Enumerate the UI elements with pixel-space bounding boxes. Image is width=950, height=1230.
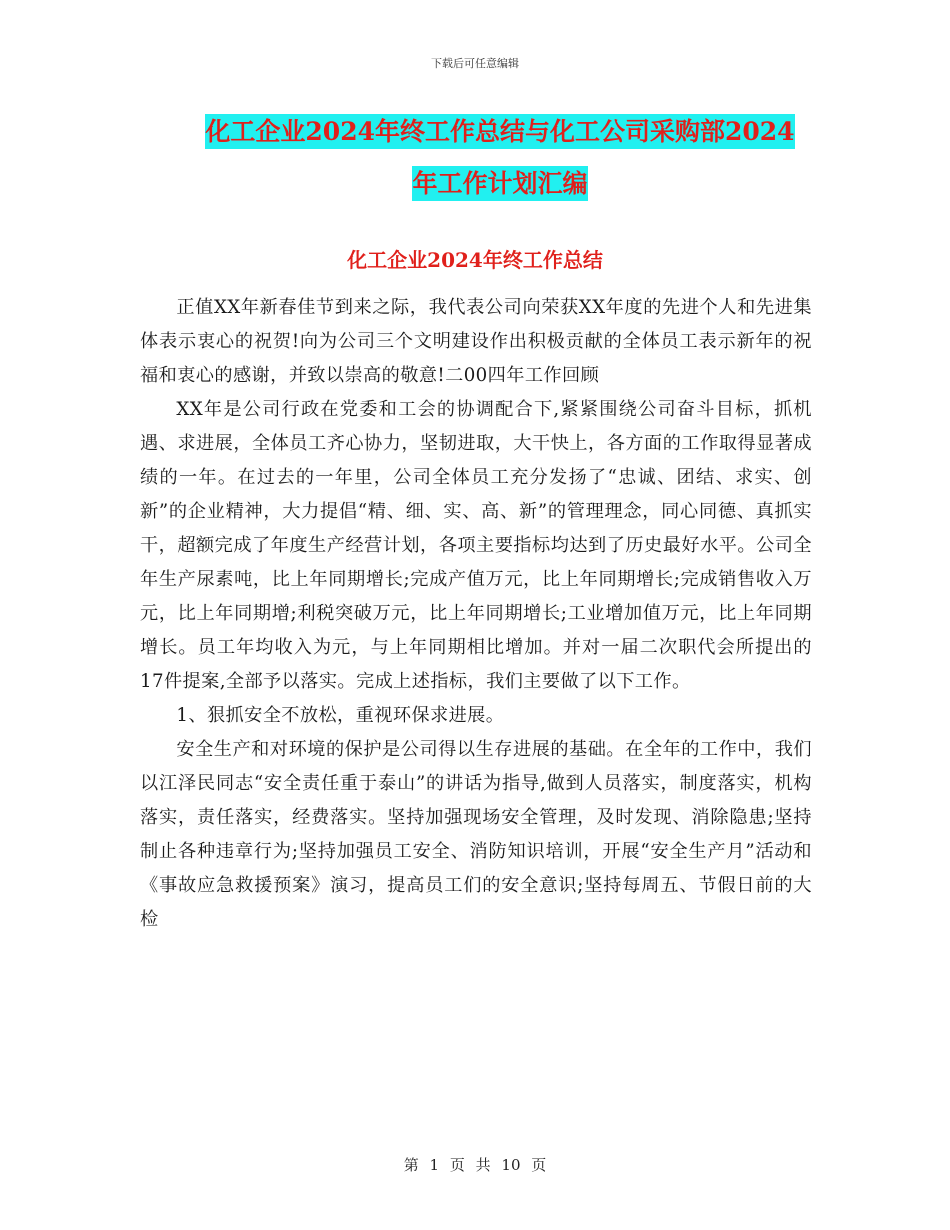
footer-label-ye-2: 页 xyxy=(531,1156,547,1174)
paragraph-4: 安全生产和对环境的保护是公司得以生存进展的基础。在全年的工作中，我们以江泽民同志“安全责任重于泰山”的讲话为指导,做到人员落实，制度落实，机构落实，责任落实，经费落实。坚持加强现场安全管理，及时发现、消除隐患;坚持制止各种违章行为;坚持加强员工安全、消防知识培训，开展“安全生产月”活动和《事故应急救援预案》演习，提高员工们的安全意识;坚持每周五、节假日前的大检 xyxy=(140,739,812,930)
footer-current-page: 1 xyxy=(429,1156,440,1174)
footer-label-page: 第 xyxy=(403,1156,419,1174)
paragraph-3: 1、狠抓安全不放松，重视环保求进展。 xyxy=(176,705,505,726)
header-note: 下载后可任意编辑 xyxy=(431,57,519,70)
document-title xyxy=(150,106,850,210)
document-title-line-1: 化工企业2024年终工作总结与化工公司采购部2024 xyxy=(205,114,794,149)
footer-total-pages: 10 xyxy=(501,1156,521,1174)
footer-label-total: 共 xyxy=(475,1156,491,1174)
paragraph-1: 正值XX年新春佳节到来之际，我代表公司向荣获XX年度的先进个人和先进集体表示衷心的祝贺!向为公司三个文明建设作出积极贡献的全体员工表示新年的祝福和衷心的感谢，并致以崇高的敬意!二00四年工作回顾 xyxy=(140,297,812,386)
page-footer xyxy=(0,1154,950,1175)
footer-label-ye-1: 页 xyxy=(449,1156,465,1174)
document-body xyxy=(140,291,812,937)
document-title-line-2: 年工作计划汇编 xyxy=(412,166,587,201)
section-title: 化工企业2024年终工作总结 xyxy=(347,248,603,272)
paragraph-2: XX年是公司行政在党委和工会的协调配合下,紧紧围绕公司奋斗目标，抓机遇、求进展，全体员工齐心协力，坚韧进取，大干快上，各方面的工作取得显著成绩的一年。在过去的一年里，公司全体员工充分发扬了“忠诚、团结、求实、创新”的企业精神，大力提倡“精、细、实、高、新”的管理理念，同心同德、真抓实干，超额完成了年度生产经营计划，各项主要指标均达到了历史最好水平。公司全年生产尿素吨，比上年同期增长;完成产值万元，比上年同期增长;完成销售收入万元，比上年同期增;利税突破万元，比上年同期增长;工业增加值万元，比上年同期增长。员工年均收入为元，与上年同期相比增加。并对一届二次职代会所提出的17件提案,全部予以落实。完成上述指标，我们主要做了以下工作。 xyxy=(140,399,812,692)
